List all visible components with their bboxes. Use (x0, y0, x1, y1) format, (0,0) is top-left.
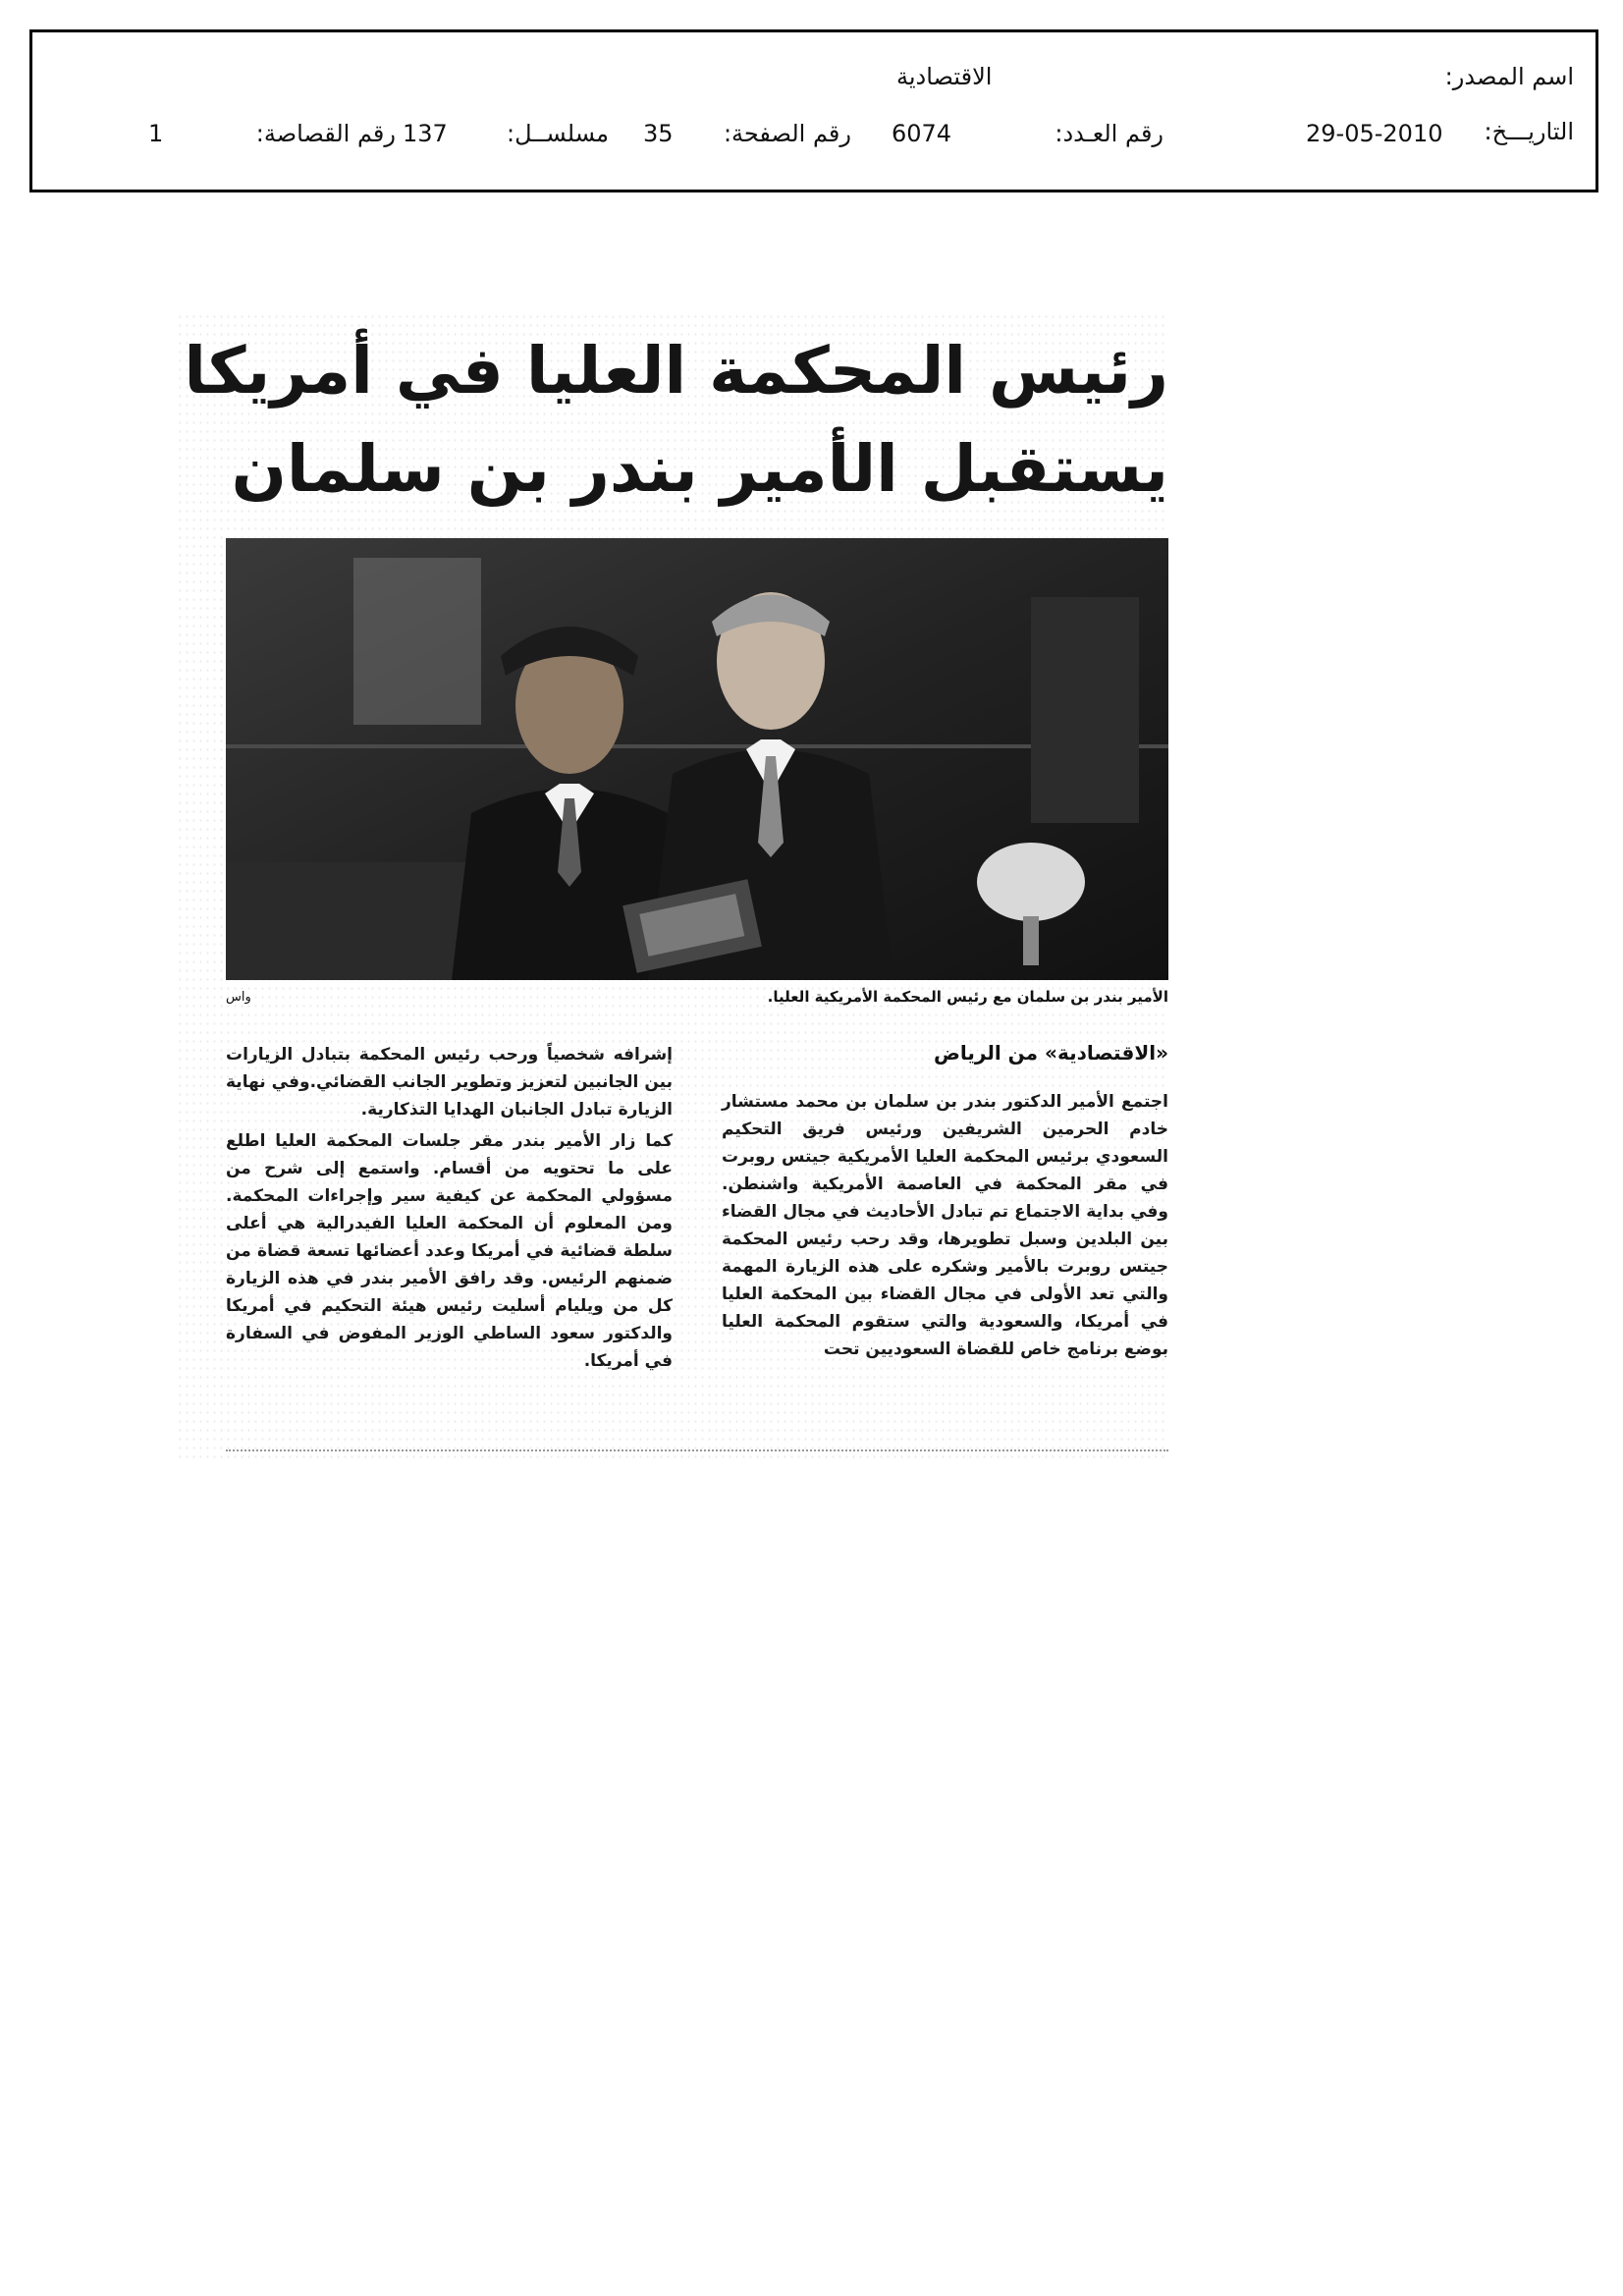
issue-value: 6074 (892, 120, 952, 147)
date-value: 29-05-2010 (1306, 120, 1443, 147)
headline-line-2: يستقبل الأمير بندر بن سلمان (231, 431, 1168, 507)
newspaper-clipping (177, 312, 1168, 1463)
serial-value: 137 (403, 120, 448, 147)
headline-line-1: رئيس المحكمة العليا في أمريكا (184, 333, 1168, 409)
paragraph: إشرافه شخصياً ورحب رئيس المحكمة بتبادل الزيارات بين الجانبين لتعزيز وتطوير الجانب القضائي.وفي نهاية الزيارة تبادل الجانبان الهدايا التذكارية. (226, 1045, 673, 1120)
photo-illustration (226, 538, 1168, 980)
clip-value: 1 (148, 120, 164, 147)
paragraph: كما زار الأمير بندر مقر جلسات المحكمة العليا اطلع على ما تحتويه من أقسام. واستمع إلى شرح من مسؤولي المحكمة عن كيفية سير وإجراءات المحكمة. ومن المعلوم أن المحكمة العليا الفيدرالية هي أعلى سلطة قضائية في أمريكا وعدد أعضائها تسعة قضاة من ضمنهم الرئيس. وقد رافق الأمير بندر في هذه الزيارة كل من ويليام أسليت رئيس هيئة التحكيم في أمريكا والدكتور سعود الساطي الوزير المفوض في السفارة في أمريكا. (226, 1131, 673, 1371)
clipping-bottom-edge (226, 1449, 1168, 1451)
clipping-metadata-box (29, 29, 1598, 192)
issue-label: رقم العـدد: (1055, 120, 1163, 147)
clip-label: رقم القصاصة: (255, 120, 396, 147)
date-label: التاريـــخ: (1484, 118, 1574, 145)
source-value: الاقتصادية (896, 63, 993, 90)
article-photo (226, 538, 1168, 980)
paragraph: اجتمع الأمير الدكتور بندر بن سلمان بن محمد مستشار خادم الحرمين الشريفين ورئيس فريق التحكيم السعودي برئيس المحكمة العليا الأمريكية جيتس روبرت في مقر المحكمة في العاصمة الأمريكية واشنطن. وفي بداية الاجتماع تم تبادل الأحاديث في مجال القضاء بين البلدين وسبل تطويرها، وقد رحب رئيس المحكمة جيتس روبرت بالأمير وشكره على هذه الزيارة المهمة والتي تعد الأولى في مجال القضاء بين المحكمة العليا في أمريكا، والسعودية والتي ستقوم المحكمة العليا بوضع برنامج خاص للقضاة السعوديين تحت (722, 1092, 1168, 1359)
article-column-right (722, 1088, 1168, 1363)
byline: «الاقتصادية» من الرياض (933, 1041, 1168, 1065)
photo-credit: واس (226, 990, 251, 1005)
serial-label: مسلســل: (507, 120, 609, 147)
page-value: 35 (643, 120, 674, 147)
photo-caption: الأمير بندر بن سلمان مع رئيس المحكمة الأمريكية العليا. (767, 988, 1168, 1006)
article-column-left (226, 1041, 673, 1375)
page-label: رقم الصفحة: (723, 120, 851, 147)
source-label: اسم المصدر: (1444, 63, 1574, 90)
